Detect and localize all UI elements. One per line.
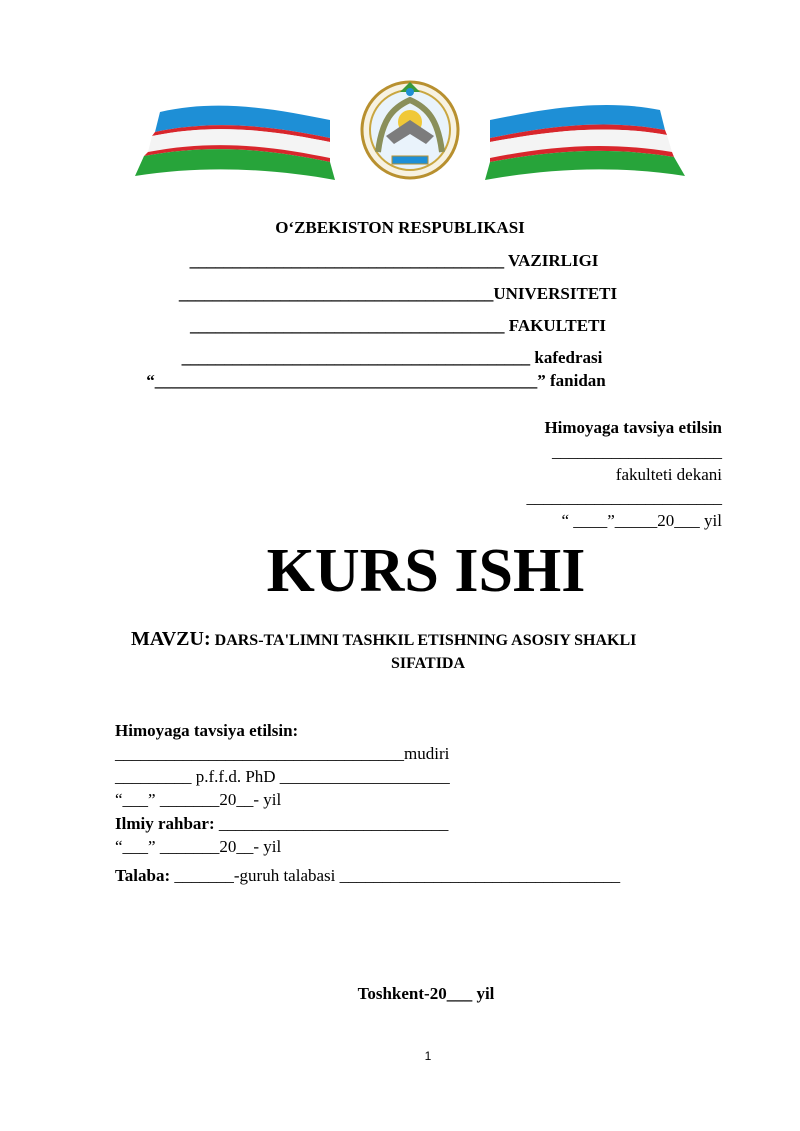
student-label: Talaba: (115, 866, 171, 885)
supervisor-row (115, 814, 448, 834)
topic-text-1: DARS-TA'LIMNI TASHKIL ETISHNING ASOSIY SHAKLI (214, 632, 637, 649)
document-title: KURS ISHI (266, 537, 586, 605)
approval-signature-line: ____________________ (552, 442, 722, 461)
uzbekistan-emblem-banner-image (130, 80, 690, 190)
approval-date-2: “___” _______20__- yil (115, 837, 282, 856)
flag-right (485, 105, 685, 180)
university-line: _____________________________________UNIVERSITETI (178, 284, 618, 303)
approval-title: Himoyaga tavsiya etilsin (544, 418, 722, 437)
head-signature-line: __________________________________mudiri (115, 744, 450, 763)
phd-signature-line: _________ p.f.f.d. PhD ____________________ (115, 767, 450, 786)
approval-date-1: “___” _______20__- yil (115, 790, 282, 809)
approval-date: “ ____”_____20___ yil (561, 511, 722, 530)
topic-line-1 (131, 628, 636, 651)
supervisor-line: ___________________________ (214, 814, 449, 833)
faculty-line: _____________________________________ FAKULTETI (189, 316, 607, 335)
flag-left (135, 106, 335, 180)
student-line: _______-guruh talabasi _________________________________ (170, 866, 621, 885)
supervisor-label: Ilmiy rahbar: (115, 814, 215, 833)
ministry-line: _____________________________________ VAZIRLIGI (189, 251, 599, 270)
country-name: O‘ZBEKISTON RESPUBLIKASI (275, 218, 525, 237)
bottom-approval-title: Himoyaga tavsiya etilsin: (115, 721, 299, 740)
dean-label: fakulteti dekani (615, 465, 722, 484)
page-number: 1 (424, 1049, 432, 1063)
topic-label: MAVZU: (131, 628, 211, 650)
state-emblem (362, 82, 458, 178)
topic-text-2: SIFATIDA (390, 655, 466, 672)
subject-line: “_____________________________________________” fanidan (146, 371, 606, 390)
department-line: _________________________________________ kafedrasi (181, 348, 603, 367)
place-year: Toshkent-20___ yil (357, 984, 495, 1003)
student-row (115, 866, 620, 886)
dean-signature-line: _______________________ (526, 488, 722, 507)
